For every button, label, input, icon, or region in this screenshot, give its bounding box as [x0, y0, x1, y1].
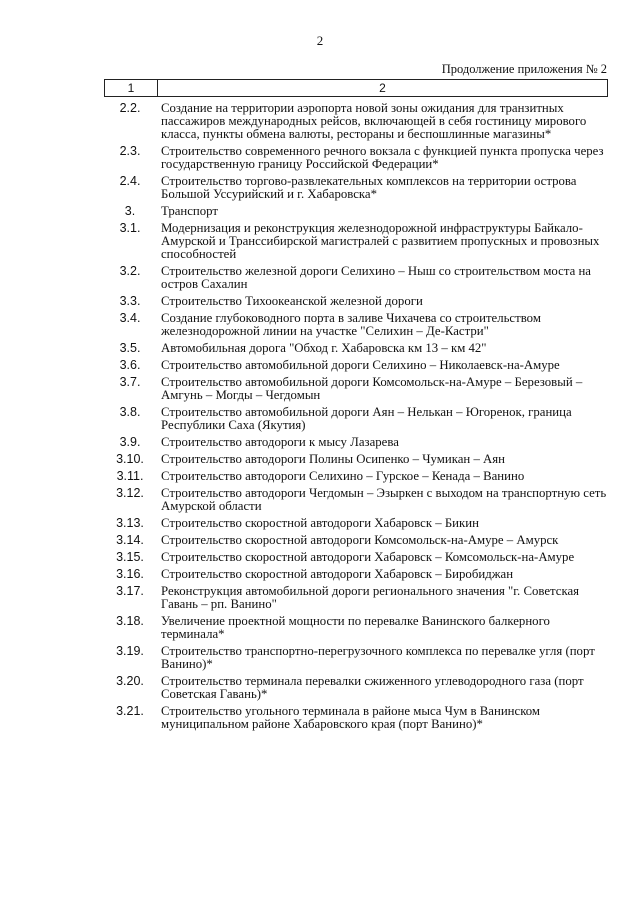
row-number: 3.2.: [119, 264, 141, 278]
row-text: Создание на территории аэропорта новой зоны ожидания для транзитных пассажиров международных рейсов, включающей в себя гостиницу мирового класса, пункты обмена валюты, рестораны и беспошлинные магазины*: [161, 101, 587, 141]
table-row: [104, 675, 608, 701]
table-row: [104, 145, 608, 171]
row-text: Строительство автодороги к мысу Лазарева: [161, 435, 399, 449]
table-row: [104, 615, 608, 641]
row-number: 3.18.: [116, 614, 144, 628]
table-row: [104, 585, 608, 611]
row-text: Автомобильная дорога "Обход г. Хабаровска км 13 – км 42": [161, 341, 487, 355]
row-number: 2.4.: [119, 174, 141, 188]
column-header-description: 2: [379, 81, 386, 95]
row-text: Строительство угольного терминала в районе мыса Чум в Ванинском муниципальном районе Хабаровского края (порт Ванино)*: [161, 704, 541, 731]
table-row: [104, 295, 608, 308]
row-text: Строительство скоростной автодороги Комсомольск-на-Амуре – Амурск: [161, 533, 559, 547]
table-row: [104, 406, 608, 432]
table-row: [104, 222, 608, 261]
row-text: Модернизация и реконструкция железнодорожной инфраструктуры Байкало-Амурской и Транссибирской магистралей с развитием пропускных и провозных способностей: [161, 221, 600, 261]
row-text: Транспорт: [161, 204, 219, 218]
table-row: [104, 205, 608, 218]
table-row: [104, 359, 608, 372]
row-text: Увеличение проектной мощности по перевалке Ванинского балкерного терминала*: [161, 614, 550, 641]
row-number: 3.14.: [116, 533, 144, 547]
table-row: [104, 551, 608, 564]
row-number: 3.3.: [119, 294, 141, 308]
row-text: Строительство Тихоокеанской железной дороги: [161, 294, 423, 308]
row-number: 3.6.: [119, 358, 141, 372]
row-number: 2.3.: [119, 144, 141, 158]
row-number: 3.11.: [116, 469, 144, 483]
table-row: [104, 436, 608, 449]
table-body: [104, 102, 608, 735]
row-number: 2.2.: [119, 101, 141, 115]
row-number: 3.4.: [119, 311, 141, 325]
row-number: 3.19.: [116, 644, 144, 658]
table-row: [104, 534, 608, 547]
row-text: Строительство терминала перевалки сжиженного углеводородного газа (порт Советская Гавань)*: [161, 674, 584, 701]
column-header-number: 1: [105, 80, 158, 96]
row-number: 3.12.: [116, 486, 144, 500]
row-number: 3.10.: [116, 452, 144, 466]
row-text: Строительство современного речного вокзала с функцией пункта пропуска через государственную границу Российской Федерации*: [161, 144, 604, 171]
row-number: 3.5.: [119, 341, 141, 355]
table-row: [104, 568, 608, 581]
row-text: Строительство торгово-развлекательных комплексов на территории острова Большой Уссурийский и г. Хабаровска*: [161, 174, 577, 201]
row-text: Строительство автомобильной дороги Селихино – Николаевск-на-Амуре: [161, 358, 560, 372]
table-row: [104, 376, 608, 402]
row-number: 3.1.: [119, 221, 141, 235]
table-row: [104, 453, 608, 466]
table-row: [104, 312, 608, 338]
row-text: Строительство железной дороги Селихино – Ныш со строительством моста на остров Сахалин: [161, 264, 591, 291]
row-number: 3.16.: [116, 567, 144, 581]
table-row: [104, 102, 608, 141]
row-text: Создание глубоководного порта в заливе Чихачева со строительством железнодорожной линии на участке "Селихин – Де-Кастри": [161, 311, 541, 338]
table-header: [104, 79, 608, 97]
table-row: [104, 487, 608, 513]
page-number: 2: [316, 33, 324, 48]
table-row: [104, 342, 608, 355]
table-row: [104, 175, 608, 201]
continuation-label: Продолжение приложения № 2: [441, 62, 607, 76]
row-text: Строительство скоростной автодороги Хабаровск – Биробиджан: [161, 567, 514, 581]
table-row: [104, 645, 608, 671]
row-number: 3.15.: [116, 550, 144, 564]
row-text: Строительство транспортно-перегрузочного комплекса по перевалке угля (порт Ванино)*: [161, 644, 595, 671]
row-number: 3.9.: [119, 435, 141, 449]
row-number: 3.13.: [116, 516, 144, 530]
row-text: Строительство автодороги Селихино – Гурское – Кенада – Ванино: [161, 469, 525, 483]
row-number: 3.21.: [116, 704, 144, 718]
row-number: 3.17.: [116, 584, 144, 598]
table-row: [104, 705, 608, 731]
row-text: Строительство автодороги Полины Осипенко – Чумикан – Аян: [161, 452, 506, 466]
table-row: [104, 517, 608, 530]
row-number: 3.8.: [119, 405, 141, 419]
row-number: 3.20.: [116, 674, 144, 688]
row-number: 3.7.: [119, 375, 141, 389]
row-text: Строительство автомобильной дороги Комсомольск-на-Амуре – Березовый – Амгунь – Могды – Чегдомын: [161, 375, 583, 402]
table-row: [104, 470, 608, 483]
row-text: Строительство автомобильной дороги Аян – Нелькан – Югоренок, граница Республики Саха (Якутия): [161, 405, 572, 432]
row-text: Строительство скоростной автодороги Хабаровск – Бикин: [161, 516, 479, 530]
row-text: Строительство автодороги Чегдомын – Эзыркен с выходом на транспортную сеть Амурской области: [161, 486, 607, 513]
table-row: [104, 265, 608, 291]
row-text: Строительство скоростной автодороги Хабаровск – Комсомольск-на-Амуре: [161, 550, 575, 564]
row-text: Реконструкция автомобильной дороги регионального значения "г. Советская Гавань – рп. Ванино": [161, 584, 580, 611]
row-number: 3.: [124, 204, 136, 218]
